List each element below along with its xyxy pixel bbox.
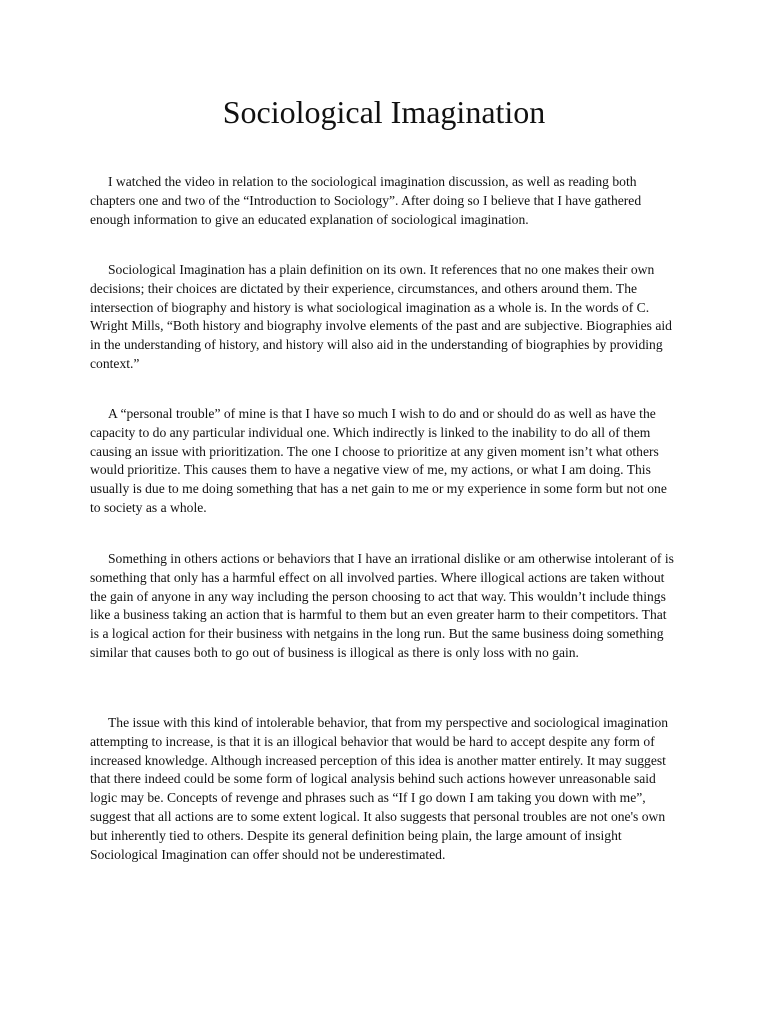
paragraph-intolerance: Something in others actions or behaviors that I have an irrational dislike or am otherwise intolerant of is something that only has a harmful effect on all involved parties. Where illogical actions are taken without the gain of anyone in any way including the person choosing to act that way. This wouldn’t include things like a business taking an action that is harmful to them but an even greater harm to their competitors. That is a logical action for their business with netgains in the long run. But the same business doing something similar that causes both to go out of business is illogical as there is only loss with no gain. [90,551,674,660]
paragraph-intro: I watched the video in relation to the sociological imagination discussion, as well as reading both chapters one and two of the “Introduction to Sociology”. After doing so I believe that I have gathered enough information to give an educated explanation of sociological imagination. [90,174,642,227]
paragraph-personal-trouble: A “personal trouble” of mine is that I have so much I wish to do and or should do as well as have the capacity to do any particular individual one. Which indirectly is linked to the inability to do all of them causing an issue with prioritization. The one I choose to prioritize at any given moment isn’t what others would prioritize. This causes them to have a negative view of me, my actions, or what I am doing. This usually is due to me doing something that has a net gain to me or my experience in some form but not one to society as a whole. [90,406,667,515]
paragraph-conclusion: The issue with this kind of intolerable behavior, that from my perspective and sociological imagination attempting to increase, is that it is an illogical behavior that would be hard to accept despite any form of increased knowledge. Although increased perception of this idea is another matter entirely. It may suggest that there indeed could be some form of logical analysis behind such actions however unreasonable said logic may be. Concepts of revenge and phrases such as “If I go down I am taking you down with me”, suggest that all actions are to some extent logical. It also suggests that personal troubles are not one's own but inherently tied to others. Despite its general definition being plain, the large amount of insight Sociological Imagination can offer should not be underestimated. [90,715,669,862]
document-title: Sociological Imagination [222,94,546,130]
paragraph-definition: Sociological Imagination has a plain definition on its own. It references that no one makes their own decisions; their choices are dictated by their experience, circumstances, and others around them. The intersection of biography and history is what sociological imagination as a whole is. In the words of C. Wright Mills, “Both history and biography involve elements of the past and are subjective. Biographies aid in the understanding of history, and history will also aid in the understanding of biographies by providing context.” [90,262,672,371]
